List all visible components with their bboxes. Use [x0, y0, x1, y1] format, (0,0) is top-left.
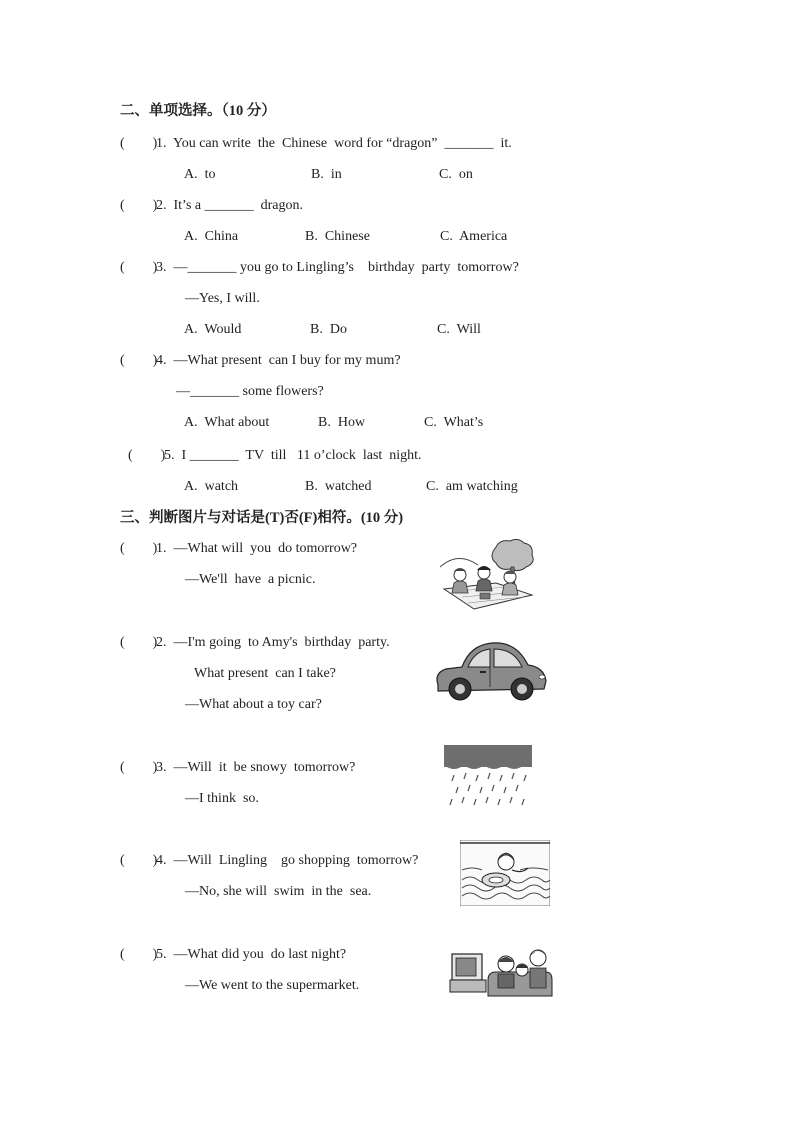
toy-car-picture	[432, 637, 550, 707]
dialogue-line: —We'll have a picnic.	[185, 572, 316, 587]
dialogue-line: —No, she will swim in the sea.	[185, 884, 372, 899]
answer-blank[interactable]: ( )	[120, 136, 158, 151]
dialogue-line: What present can I take?	[194, 666, 336, 681]
section-3-title: 三、判断图片与对话是(T)否(F)相符。(10 分)	[120, 510, 404, 526]
swimming-girl-picture	[460, 840, 550, 906]
option-b: B. in	[311, 167, 342, 182]
section-2-title: 二、单项选择。（10 分）	[120, 103, 276, 119]
answer-blank[interactable]: ( )	[120, 947, 158, 962]
dialogue-line: —We went to the supermarket.	[185, 978, 360, 993]
option-c: C. Will	[437, 322, 481, 337]
option-c: C. on	[439, 167, 473, 182]
dialogue-line: 5. —What did you do last night?	[156, 947, 347, 962]
option-a: A. What about	[184, 415, 270, 430]
family-watching-tv-picture	[448, 944, 554, 1000]
option-a: A. Would	[184, 322, 242, 337]
dialogue-line: 4. —Will Lingling go shopping tomorrow?	[156, 853, 419, 868]
answer-blank[interactable]: ( )	[120, 541, 158, 556]
picnic-picture	[438, 537, 538, 613]
option-b: B. watched	[305, 479, 372, 494]
rain-cloud-picture	[444, 745, 532, 813]
answer-line: —_______ some flowers?	[176, 384, 324, 399]
option-a: A. to	[184, 167, 216, 182]
answer-blank[interactable]: ( )	[120, 353, 158, 368]
answer-blank[interactable]: ( )	[120, 260, 158, 275]
answer-blank[interactable]: ( )	[128, 448, 166, 463]
option-b: B. Do	[310, 322, 347, 337]
question-stem: 2. It’s a _______ dragon.	[156, 198, 303, 213]
option-a: A. watch	[184, 479, 239, 494]
dialogue-line: —I think so.	[185, 791, 259, 806]
answer-line: —Yes, I will.	[185, 291, 260, 306]
answer-blank[interactable]: ( )	[120, 635, 158, 650]
dialogue-line: —What about a toy car?	[185, 697, 322, 712]
option-c: C. What’s	[424, 415, 484, 430]
question-stem: 5. I _______ TV till 11 o’clock last night.	[164, 448, 422, 463]
option-c: C. am watching	[426, 479, 518, 494]
answer-blank[interactable]: ( )	[120, 853, 158, 868]
dialogue-line: 3. —Will it be snowy tomorrow?	[156, 760, 356, 775]
option-b: B. How	[318, 415, 366, 430]
question-stem: 4. —What present can I buy for my mum?	[156, 353, 401, 368]
dialogue-line: 1. —What will you do tomorrow?	[156, 541, 358, 556]
question-stem: 1. You can write the Chinese word for “dragon” _______ it.	[156, 136, 512, 151]
option-b: B. Chinese	[305, 229, 370, 244]
answer-blank[interactable]: ( )	[120, 198, 158, 213]
dialogue-line: 2. —I'm going to Amy's birthday party.	[156, 635, 390, 650]
answer-blank[interactable]: ( )	[120, 760, 158, 775]
option-a: A. China	[184, 229, 239, 244]
question-stem: 3. —_______ you go to Lingling’s birthday party tomorrow?	[156, 260, 519, 275]
option-c: C. America	[440, 229, 508, 244]
